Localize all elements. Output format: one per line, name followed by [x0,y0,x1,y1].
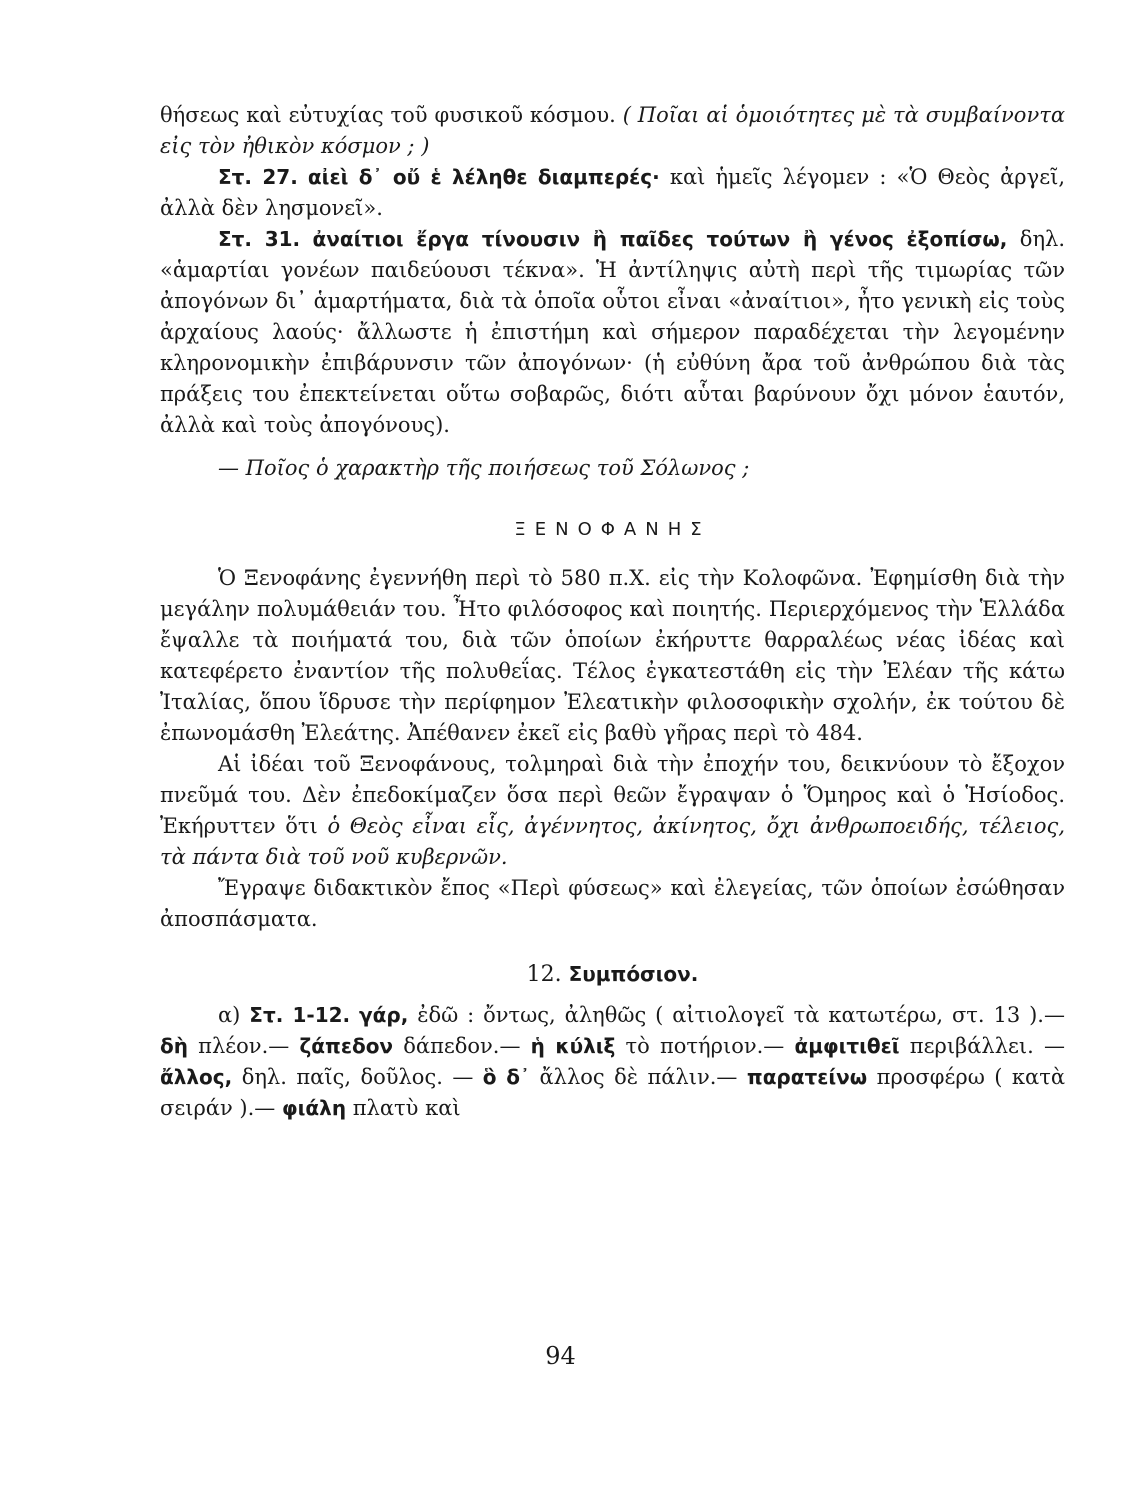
italic-text: ὁ Θεὸς εἶναι εἷς, ἀγέννητος, ἀκίνητος, ὄχι ἀνθρωποειδής, τέλειος, τὰ πάντα διὰ τοῦ νοῦ κυβερνῶν. [160,814,1065,869]
gloss: πλέον.— [198,1034,290,1058]
section-title [160,959,1065,990]
page-body [160,100,1065,1124]
verse-quote: ἀναίτιοι ἔργα τίνουσιν ἢ παῖδες τούτων ἢ γένος ἐξοπίσω, [312,227,1008,251]
paragraph [160,749,1065,873]
gloss: τὸ ποτήριον.— [625,1034,785,1058]
gloss: ἄλλος δὲ πάλιν.— [539,1065,738,1089]
term: ἡ κύλιξ [530,1034,616,1058]
paragraph-continuation [160,100,1065,162]
verse-quote: αἰεὶ δ᾽ οὔ ἑ λέληθε διαμπερές· [307,165,660,189]
italic-question: ( Ποῖαι αἱ ὁμοιότητες μὲ τὰ συμβαίνοντα εἰς τὸν ἠθικὸν κόσμον ; ) [160,103,1066,158]
note-text: δηλ. «ἁμαρτίαι γονέων παιδεύουσι τέκνα». Ἡ ἀντίληψις αὐτὴ περὶ τῆς τιμωρίας τῶν ἀπογόνων δι᾽ ἁμαρτήματα, διὰ τὰ ὁποῖα οὗτοι εἶναι «ἀναίτιοι», ἦτο γενικὴ εἰς τοὺς ἀρχαίους λαούς· ἄλλωστε ἡ ἐπιστήμη καὶ σήμερον παραδέχεται τὴν λεγομένην κληρονομικὴν ἐπιβάρυνσιν τῶν ἀπογόνων· (ἡ εὐθύνη ἄρα τοῦ ἀνθρώπου διὰ τὰς πράξεις του ἐπεκτείνεται οὕτω σοβαρῶς, διότι αὗται βαρύνουν ὄχι μόνον ἑαυτόν, ἀλλὰ καὶ τοὺς ἀπογόνους). [160,227,1066,437]
section-heading: ΞΕΝΟΦΑΝΗΣ [514,519,711,540]
verse-label: Στ. 27. [218,165,298,189]
section-name: Συμπόσιον. [568,962,699,986]
section-number: 12. [526,962,562,987]
notes-paragraph [160,1000,1065,1124]
gloss: προσφέρω ( κατὰ σειράν ).— [160,1065,1065,1120]
gloss: πλατὺ καὶ [352,1096,461,1120]
text: Αἱ ἰδέαι τοῦ Ξενοφάνους, τολμηραὶ διὰ τὴν ἐποχήν του, δεικνύουν τὸ ἔξοχον πνεῦμά του. Δὲν ἐπεδοκίμαζεν ὅσα περὶ θεῶν ἔγραψαν ὁ Ὅμηρος καὶ ὁ Ἡσίοδος. Ἐκήρυττεν ὅτι [160,752,1065,838]
gloss: δάπεδον.— [403,1034,521,1058]
term: ἀμφιτιθεῖ [794,1034,900,1058]
term: ζάπεδον [299,1034,394,1058]
list-marker: α) [218,1003,241,1027]
paragraph: Ἔγραψε διδακτικὸν ἔπος «Περὶ φύσεως» καὶ ἐλεγείας, τῶν ὁποίων ἐσώθησαν ἀποσπάσματα. [160,876,1065,931]
note-st31 [160,224,1065,441]
gloss: ἐδῶ : ὄντως, ἀληθῶς ( αἰτιολογεῖ τὰ κατωτέρω, στ. 13 ).— [417,1003,1065,1027]
text: θήσεως καὶ εὐτυχίας τοῦ φυσικοῦ κόσμου. [160,103,616,127]
term: ἄλλος, [160,1065,233,1089]
term: φιάλη [281,1096,347,1120]
term: παρατείνω [746,1065,868,1089]
note-st27 [160,162,1065,224]
note-text: καὶ ἡμεῖς λέγομεν : «Ὁ Θεὸς ἀργεῖ, ἀλλὰ δὲν λησμονεῖ». [160,165,1065,220]
review-question: — Ποῖος ὁ χαρακτὴρ τῆς ποιήσεως τοῦ Σόλωνος ; [218,456,750,480]
gloss: περιβάλλει. — [909,1034,1065,1058]
term: ὃ δ᾽ [482,1065,530,1089]
verse-label: Στ. 31. [218,227,301,251]
term: γάρ, [359,1003,409,1027]
paragraph: Ὁ Ξενοφάνης ἐγεννήθη περὶ τὸ 580 π.Χ. εἰς τὴν Κολοφῶνα. Ἐφημίσθη διὰ τὴν μεγάλην πολυμάθειάν του. Ἦτο φιλόσοφος καὶ ποιητής. Περιερχόμενος τὴν Ἑλλάδα ἔψαλλε τὰ ποιήματά του, διὰ τῶν ὁποίων ἐκήρυττε θαρραλέως νέας ἰδέας καὶ κατεφέρετο ἐναντίον τῆς πολυθεΐας. Τέλος ἐγκατεστάθη εἰς τὴν Ἐλέαν τῆς κάτω Ἰταλίας, ὅπου ἵδρυσε τὴν περίφημον Ἐλεατικὴν φιλοσοφικὴν σχολήν, ἐκ τούτου δὲ ἐπωνομάσθη Ἐλεάτης. Ἀπέθανεν ἐκεῖ εἰς βαθὺ γῆρας περὶ τὸ 484. [160,566,1065,745]
verse-label: Στ. 1-12. [249,1003,351,1027]
page-number: 94 [545,1342,576,1370]
term: δὴ [160,1034,188,1058]
gloss: δηλ. παῖς, δοῦλος. — [241,1065,474,1089]
